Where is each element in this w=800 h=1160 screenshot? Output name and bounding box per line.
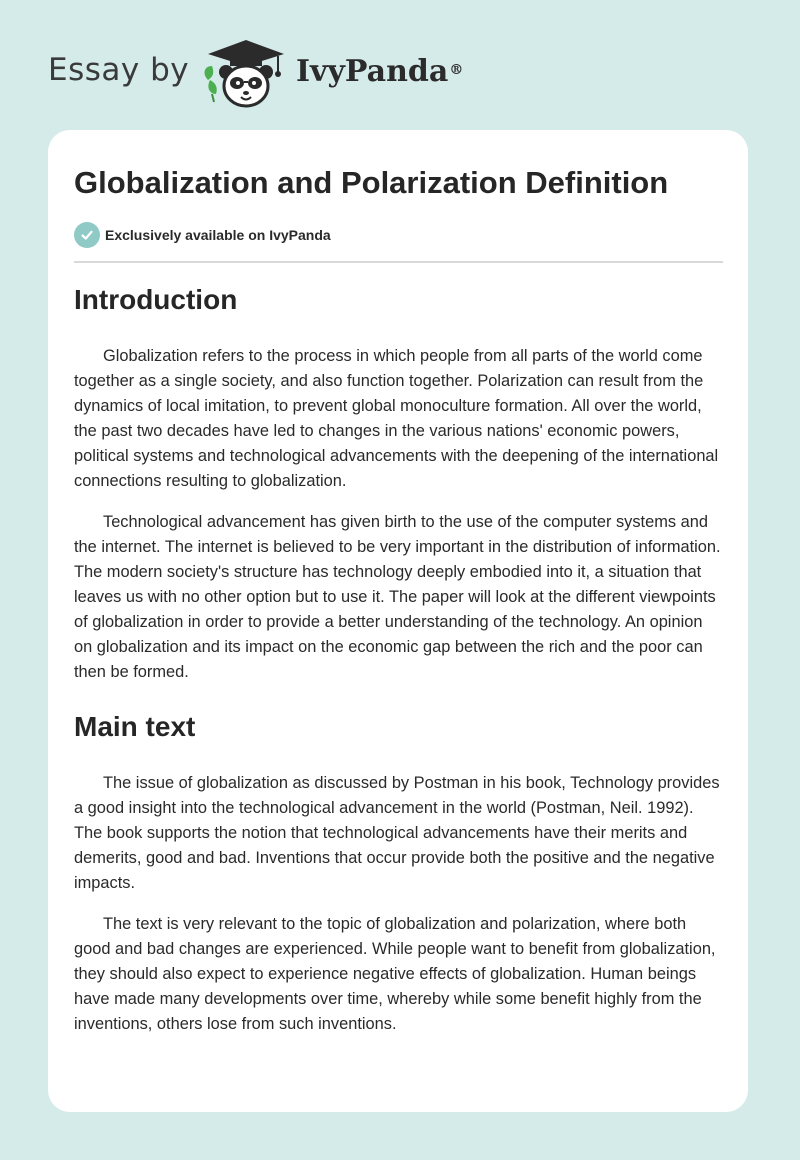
page-title: Globalization and Polarization Definition xyxy=(74,165,669,200)
paragraph: Globalization refers to the process in which people from all parts of the world come together as a single society, and also function together. Polarization can result from the dynamics of local imitation, to prevent global monoculture formation. All over the world, the past two decades have led to changes in the various nations' economic powers, political systems and technological advancements with the deepening of the international connections resulting to globalization. xyxy=(74,347,719,490)
essay-card xyxy=(48,130,748,1112)
registered-mark: ® xyxy=(449,62,464,78)
paragraph: Technological advancement has given birth to the use of the computer systems and the internet. The internet is believed to be very important in the distribution of information. The modern society's structure has technology deeply embodied into it, a situation that leaves us with no other option but to use it. The paper will look at the different viewpoints of globalization in order to provide a better understanding of the technology. An opinion on globalization and its impact on the economic gap between the rich and the poor can then be formed. xyxy=(74,513,721,681)
section-heading-main-text: Main text xyxy=(74,711,196,742)
exclusive-label: Exclusively available on IvyPanda xyxy=(105,227,331,243)
divider xyxy=(74,261,723,263)
leaf-icon xyxy=(205,66,217,102)
brand-name: IvyPanda® xyxy=(296,54,464,89)
section-heading-introduction: Introduction xyxy=(74,284,238,315)
paragraph: The issue of globalization as discussed by Postman in his book, Technology provides a good insight into the technological advancement in the world (Postman, Neil. 1992). The book supports the notion that technological advancements have their merits and demerits, good and bad. Inventions that occur provide both the positive and the negative impacts. xyxy=(74,774,720,892)
paragraph: The text is very relevant to the topic of globalization and polarization, where both good and bad changes are experienced. While people want to benefit from globalization, they should also expect to experience negative effects of globalization. Human beings have made many developments over time, whereby while some benefit highly from the inventions, others lose from such inventions. xyxy=(74,915,716,1033)
essay-by-label: Essay by xyxy=(48,52,190,88)
check-icon xyxy=(74,222,100,248)
panda-logo-icon xyxy=(200,36,292,110)
site-header xyxy=(0,0,800,130)
essay-body xyxy=(74,282,724,1053)
exclusive-badge xyxy=(74,222,331,248)
